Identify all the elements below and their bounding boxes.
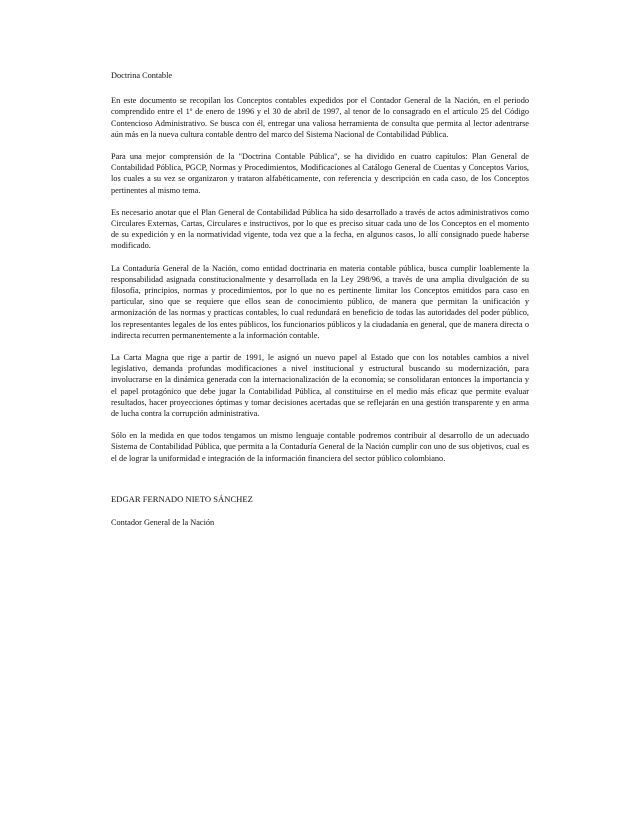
paragraph-5: La Carta Magna que rige a partir de 1991, le asignó un nuevo papel al Estado que con los notables cambios a nivel legislativo, demanda profundas modificaciones a nivel institucional y estructural buscando su modernización, para involucrarse en la dinámica generada con la internacionalización de la economía; se consolidaran entonces la importancia y el papel protagónico que debe jugar la Contabilidad Pública, al constituirse en el medio más eficaz que permite evaluar resultados, hacer proyecciones óptimas y tomar decisiones acertadas que se reflejarán en una gestión transparente y en arma de lucha contra la corrupción administrativa. — [111, 353, 529, 419]
document-heading: Doctrina Contable — [111, 71, 173, 80]
signature-title: Contador General de la Nación — [111, 518, 215, 528]
paragraph-1: En este documento se recopilan los Conceptos contables expedidos por el Contador General de la Nación, en el periodo comprendido entre el 1º de enero de 1996 y el 30 de abril de 1997, al tenor de lo consagrado en el artículo 25 del Código Contencioso Administrativo. Se busca con él, entregar una valiosa herramienta de consulta que permita al lector adentrarse aún más en la nueva cultura contable dentro del marco del Sistema Nacional de Contabilidad Pública. — [111, 96, 529, 139]
signature-name: EDGAR FERNADO NIETO SÁNCHEZ — [111, 493, 253, 504]
paragraph-4: La Contaduría General de la Nación, como entidad doctrinaria en materia contable pública, busca cumplir loablemente la responsabilidad asignada constitucionalmente y desarrollada en la Ley 298/96, a través de una amplia divulgación de su filosofía, principios, normas y procedimientos, por lo que no es pertinente limitar los Conceptos emitidos para caso en particular, sino que se requiere que ellos sean de conocimiento público, de manera que permitan la unificación y armonización de las normas y practicas contables, lo cual redundará en beneficio de todas las autoridades del poder público, los representantes legales de los entes públicos, los funcionarios públicos y la ciudadanía en general, que de manera directa o indirecta recurren permanentemente a la información contable. — [111, 263, 529, 340]
document-page — [111, 70, 529, 528]
paragraph-2: Para una mejor comprensión de la "Doctrina Contable Pública", se ha dividido en cuatro capítulos: Plan General de Contabilidad Póblica, PGCP, Normas y Procedimientos, Modificaciones al Catálogo General de Cuentas y Conceptos Varios, los cuales a su vez se organizaron y trataron alfabéticamente, con referencia y descripción en cada caso, de los Conceptos pertinentes al mismo tema. — [111, 152, 529, 195]
paragraph-3: Es necesario anotar que el Plan General de Contabilidad Pública ha sido desarrollado a través de actos administrativos como Circulares Externas, Cartas, Circulares e instructivos, por lo que es preciso situar cada uno de los Conceptos en el momento de su expedición y en la normatividad vigente, toda vez que a la fecha, en algunos casos, lo allí consignado puede haberse modificado. — [111, 207, 529, 251]
paragraph-6: Sólo en la medida en que todos tengamos un mismo lenguaje contable podremos contribuir al desarrollo de un adecuado Sistema de Contabilidad Pública, que permita a la Contaduría General de la Nación cumplir con uno de sus objetivos, cual es el de lograr la uniformidad e integración de la información financiera del sector público colombiano. — [111, 431, 529, 463]
